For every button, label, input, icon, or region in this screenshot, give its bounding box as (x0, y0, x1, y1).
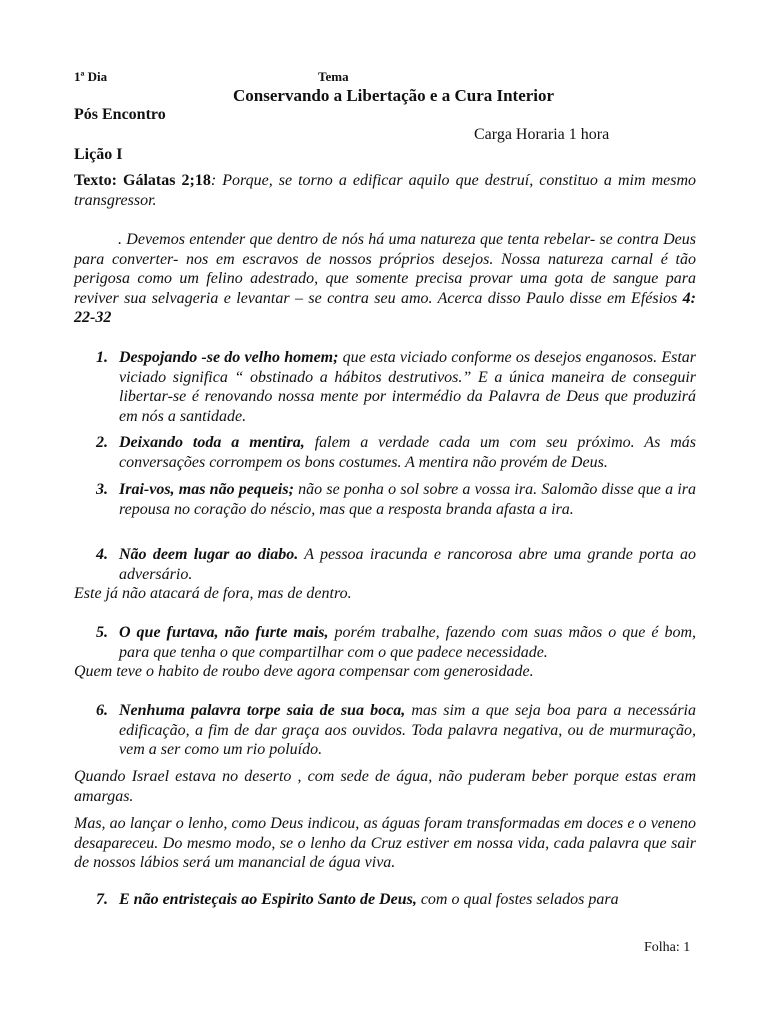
note-israel: Quando Israel estava no deserto , com sede de água, não puderam beber porque estas eram amargas. (74, 768, 696, 805)
list-item-number: 7. (96, 891, 108, 908)
texto-paragraph (74, 171, 696, 210)
list-item-2 (74, 433, 696, 472)
list-item-number: 4. (96, 546, 108, 563)
carga-horaria-label: Carga Horaria 1 hora (474, 126, 610, 143)
list-item-lead: Deixando toda a mentira, (119, 434, 305, 451)
texto-body: : Porque, se torno a edificar aquilo que destruí, constituo a mim mesmo transgressor. (74, 172, 697, 209)
list-item-6 (74, 701, 696, 760)
list-item-number: 3. (96, 481, 108, 498)
list-item-lead: Não deem lugar ao diabo. (119, 546, 299, 563)
page-number: Folha: 1 (644, 940, 691, 955)
list-item-number: 2. (96, 434, 108, 451)
list-item-5 (74, 623, 696, 662)
licao-label: Lição I (74, 146, 123, 163)
note-lenho: Mas, ao lançar o lenho, como Deus indicou, as águas foram transformadas em doces e o veneno desapareceu. Do mesmo modo, se o lenho da Cruz estiver em nossa vida, cada palavra que sair de nossos lábios será um manancial de água viva. (74, 815, 696, 871)
list-item-number: 1. (96, 349, 108, 366)
intro-reference: 4: 22-32 (74, 289, 696, 326)
note-after-item-5: Quem teve o habito de roubo deve agora compensar com generosidade. (74, 663, 534, 680)
list-item-text: mas sim a que seja boa para a necessária edificação, a fim de dar graça aos ouvidos. Toda palavra negativa, ou de murmuração, vem a ser como um rio poluído. (119, 702, 696, 758)
list-item-number: 5. (96, 624, 108, 641)
list-item-text: falem a verdade cada um com seu próximo. As más conversações corrompem os bons costumes. A mentira não provém de Deus. (119, 434, 696, 471)
list-item-7 (74, 890, 696, 910)
list-item-lead: Irai-vos, mas não pequeis; (119, 481, 294, 498)
list-item-text: A pessoa iracunda e rancorosa abre uma grande porta ao adversário. (119, 546, 697, 583)
list-item-text: porém trabalhe, fazendo com suas mãos o que é bom, para que tenha o que compartilhar com o que padece necessidade. (119, 624, 696, 661)
intro-body: . Devemos entender que dentro de nós há uma natureza que tenta rebelar- se contra Deus para converter- nos em escravos de nossos próprios desejos. Nossa natureza carnal é tão perigosa como um felino adestrado, que somente precisa provar uma gota de sangue para reviver sua selvageria e levantar – se contra seu amo. Acerca disso Paulo disse em Efésios (74, 231, 696, 307)
list-item-text: que esta viciado conforme os desejos enganosos. Estar viciado significa “ obstinado a hábitos destrutivos.” E a única maneira de conseguir libertar-se é renovando nossa mente por intermédio da Palavra de Deus que produzirá em nós a santidade. (119, 349, 696, 425)
list-item-4 (74, 545, 696, 584)
list-item-lead: Nenhuma palavra torpe saia de sua boca, (119, 702, 406, 719)
list-item-lead: Despojando -se do velho homem; (119, 349, 339, 366)
note-after-item-4: Este já não atacará de fora, mas de dentro. (74, 585, 352, 602)
list-item-text: com o qual fostes selados para (416, 891, 619, 908)
list-item-lead: O que furtava, não furte mais, (119, 624, 329, 641)
pos-encontro-label: Pós Encontro (74, 106, 166, 123)
list-item-1 (74, 348, 696, 426)
list-item-text: não se ponha o sol sobre a vossa ira. Salomão disse que a ira repousa no coração do néscio, mas que a resposta branda afasta a ira. (119, 481, 696, 518)
day-label: 1ª Dia (74, 69, 108, 84)
intro-paragraph (74, 230, 696, 328)
list-item-number: 6. (96, 702, 108, 719)
page-title: Conservando a Libertação e a Cura Interior (233, 86, 555, 105)
list-item-3 (74, 480, 696, 519)
texto-reference: Texto: Gálatas 2;18 (74, 172, 211, 189)
tema-label: Tema (318, 69, 349, 84)
list-item-lead: E não entristeçais ao Espirito Santo de Deus, (119, 891, 417, 908)
